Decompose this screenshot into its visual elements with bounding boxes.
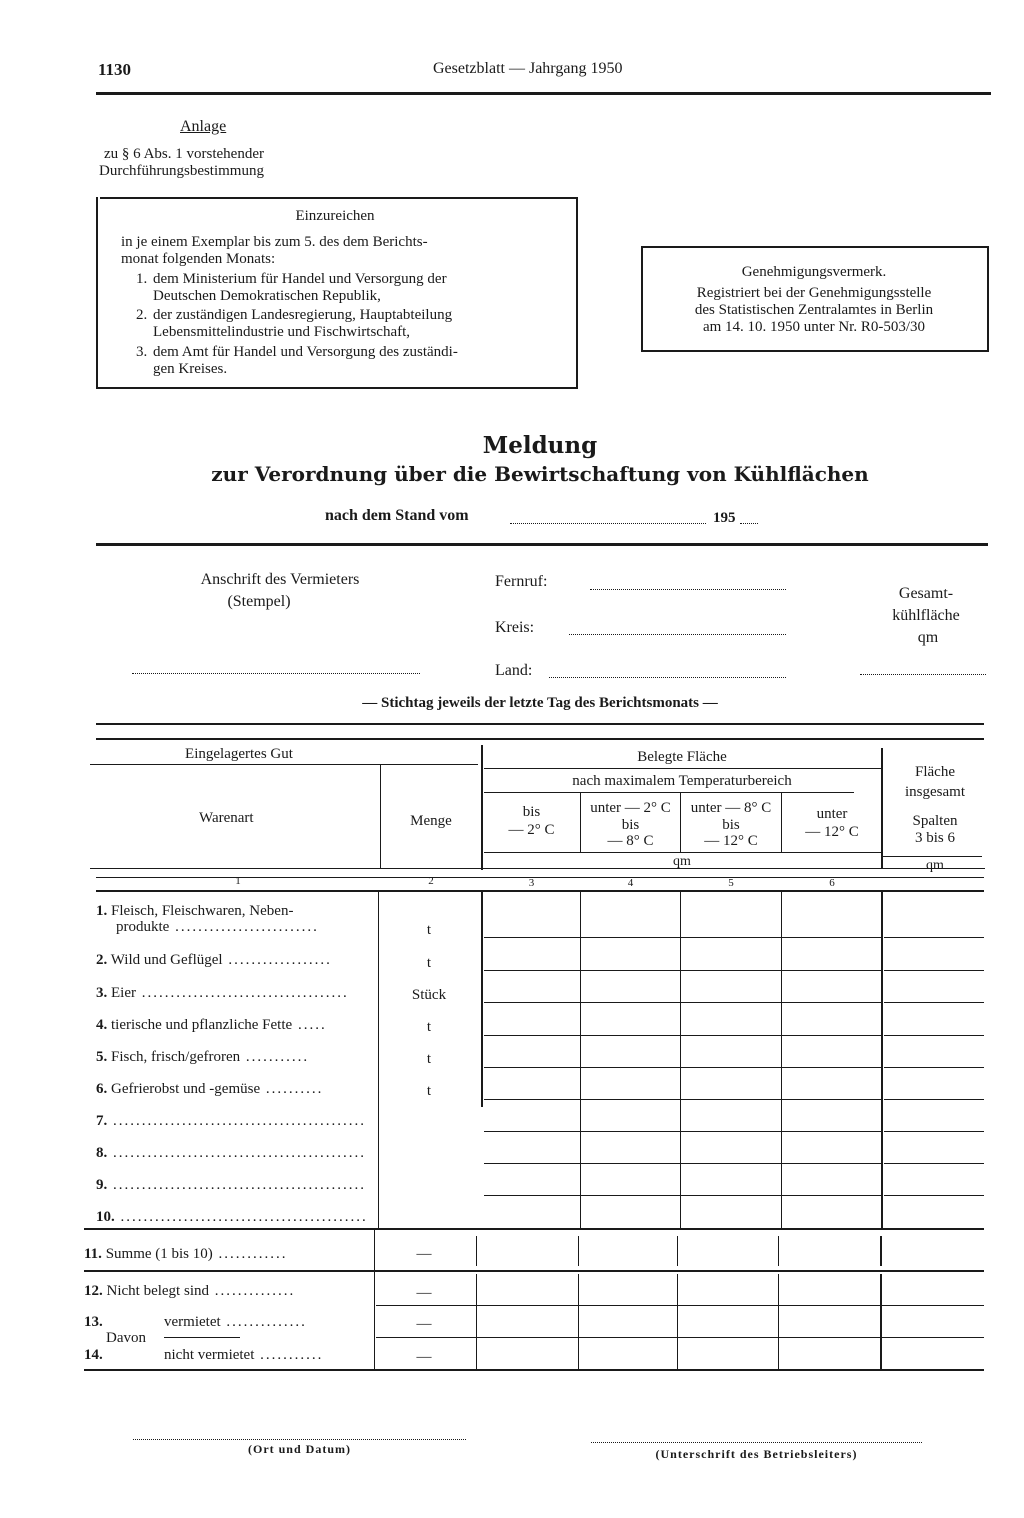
body-v-5b <box>781 1107 782 1228</box>
row2-unit: t <box>426 955 432 971</box>
h-qm-total: qm <box>926 858 944 873</box>
h-warenart: Warenart <box>199 810 254 826</box>
row1-total-line <box>884 937 984 938</box>
fernruf-label: Fernruf: <box>495 573 548 590</box>
einreichen-item2-num: 2. <box>136 307 148 323</box>
stand-date-field[interactable] <box>510 523 706 524</box>
row7-num: 7. <box>96 1113 108 1129</box>
row1-text2: produkte <box>116 919 170 935</box>
summe-top-rule <box>84 1228 984 1230</box>
row3-unit: Stück <box>411 987 447 1003</box>
body-v-2a <box>481 892 483 1107</box>
row1-cell-line <box>484 937 881 938</box>
row4-text: tierische und pflanzliche Fette <box>111 1017 293 1033</box>
h-menge: Menge <box>410 813 452 829</box>
einreichen-item3-num: 3. <box>136 344 148 360</box>
summe-num: 11. <box>84 1246 102 1262</box>
gesamt-field[interactable] <box>860 674 986 675</box>
nach-rule <box>484 792 854 793</box>
row1-label2: produkte ......................... <box>116 919 319 935</box>
h-flaeche-l1: Fläche <box>915 764 955 780</box>
summe-v-5 <box>778 1236 779 1266</box>
body-v-4b <box>680 1107 681 1228</box>
colnum-6: 6 <box>829 877 835 889</box>
unterschrift-field[interactable] <box>591 1442 922 1443</box>
h-flaeche-l3: Spalten <box>912 813 958 829</box>
h-nach: nach maximalem Temperaturbereich <box>572 773 792 789</box>
summe-unit: — <box>416 1246 432 1262</box>
row4-cell-line <box>484 1035 881 1036</box>
row10-label[interactable]: 10. ........................................... <box>96 1209 368 1225</box>
page-number: 1130 <box>98 60 132 79</box>
genehmigung-l2: des Statistischen Zentralamtes in Berlin <box>694 302 934 318</box>
gesamt-l2: kühlfläche <box>892 607 960 624</box>
table-top-rule <box>96 723 984 725</box>
row12-text: Nicht belegt sind <box>106 1283 209 1299</box>
h-c5-l1: unter — 8° C <box>690 800 772 816</box>
fernruf-field[interactable] <box>590 589 786 590</box>
h-c3-l1: bis <box>522 804 541 820</box>
lower-v-4 <box>677 1274 678 1369</box>
row7-cell-line <box>484 1131 881 1132</box>
journal-title: Gesetzblatt — Jahrgang 1950 <box>433 60 623 77</box>
body-v-label <box>378 892 379 1228</box>
colnum-5: 5 <box>728 877 734 889</box>
einreichen-title: Einzureichen <box>295 208 375 224</box>
colnum-4: 4 <box>627 877 634 889</box>
gesamt-qm: qm <box>917 629 939 646</box>
colnum-1: 1 <box>235 875 241 887</box>
row1-unit: t <box>426 922 432 938</box>
lower-v-5 <box>778 1274 779 1369</box>
kreis-field[interactable] <box>569 634 786 635</box>
row3-label: 3. Eier .................................... <box>96 985 349 1001</box>
h-c6-l2: — 12° C <box>805 824 859 840</box>
qm-rule <box>484 852 881 853</box>
einreichen-intro1: in je einem Exemplar bis zum 5. des dem Berichts- <box>121 234 428 250</box>
colnum-2: 2 <box>428 875 434 887</box>
gesamt-l1: Gesamt- <box>898 585 954 602</box>
row9-cell-line <box>484 1195 881 1196</box>
genehmigung-title: Genehmigungsvermerk. <box>741 264 887 280</box>
h-c4-l3: — 8° C <box>607 833 654 849</box>
row4-unit: t <box>426 1019 432 1035</box>
row5-label: 5. Fisch, frisch/gefroren ........... <box>96 1049 310 1065</box>
body-v-6a <box>881 892 883 1228</box>
einreichen-top-rule <box>100 197 577 199</box>
row6-cell-line <box>484 1099 881 1100</box>
summe-text: Summe (1 bis 10) <box>105 1246 213 1262</box>
h-c5-l3: — 12° C <box>704 833 758 849</box>
body-v-3b <box>580 1107 581 1228</box>
row13-num: 13. <box>84 1314 103 1330</box>
row8-total-line <box>884 1163 984 1164</box>
h-c6-l1: unter <box>816 806 848 822</box>
h-flaeche-l2: insgesamt <box>905 784 965 800</box>
row6-label: 6. Gefrierobst und -gemüse .......... <box>96 1081 324 1097</box>
davon-label: Davon <box>106 1330 146 1346</box>
genehmigung-l3: am 14. 10. 1950 unter Nr. R0-503/30 <box>702 319 926 335</box>
row5-num: 5. <box>96 1049 108 1065</box>
lower-v-3 <box>578 1274 579 1369</box>
row2-text: Wild und Geflügel <box>110 952 223 968</box>
land-label: Land: <box>495 662 533 679</box>
row13-num-wrap <box>84 1314 124 1331</box>
row13-label: vermietet .............. <box>164 1314 307 1330</box>
h-belegte: Belegte Fläche <box>637 749 727 765</box>
row2-cell-line <box>484 970 881 971</box>
row6-total-line <box>884 1099 984 1100</box>
row7-total-line <box>884 1131 984 1132</box>
body-v-3a <box>580 892 581 1107</box>
row1-label <box>96 903 376 920</box>
summe-v-2 <box>476 1236 477 1266</box>
h-flaeche-l4: 3 bis 6 <box>914 830 955 846</box>
header-rule <box>96 92 991 95</box>
row12-unit: — <box>416 1285 432 1301</box>
table-bottom-rule <box>84 1369 984 1371</box>
h-eingelagert: Eingelagertes Gut <box>185 746 293 762</box>
row12-num: 12. <box>84 1283 103 1299</box>
summe-label: 11. Summe (1 bis 10) ............ <box>84 1246 288 1262</box>
lower-v-2 <box>476 1274 477 1369</box>
davon-rule <box>164 1337 240 1338</box>
row3-cell-line <box>484 1002 881 1003</box>
einreichen-item2-l2: Lebensmittelindustrie und Fischwirtschaft, <box>153 324 411 340</box>
row9-num: 9. <box>96 1177 108 1193</box>
form-title-verordnung: zur Verordnung über die Bewirtschaftung von Kühlflächen <box>211 462 869 486</box>
row1-text: Fleisch, Fleischwaren, Neben- <box>111 903 294 919</box>
row6-text: Gefrierobst und -gemüse <box>111 1081 261 1097</box>
form-title-meldung: Meldung <box>482 432 598 459</box>
h-c4-l1: unter — 2° C <box>590 800 671 816</box>
einreichen-item3-l1: dem Amt für Handel und Versorgung des zuständi- <box>153 344 458 360</box>
title-rule <box>96 543 988 546</box>
summe-v-3 <box>578 1236 579 1266</box>
h-c4-l2: bis <box>621 817 640 833</box>
row14-unit: — <box>416 1349 432 1365</box>
genehmigung-l1: Registriert bei der Genehmigungsstelle <box>696 285 932 301</box>
vermieter-label: Anschrift des Vermieters <box>200 571 360 588</box>
summe-v-6 <box>880 1236 882 1266</box>
h-c5-l2: bis <box>722 817 740 833</box>
row3-total-line <box>884 1002 984 1003</box>
row5-total-line <box>884 1067 984 1068</box>
vermieter-field[interactable] <box>132 673 420 674</box>
row8-cell-line <box>484 1163 881 1164</box>
einreichen-item3-l2: gen Kreises. <box>153 361 228 377</box>
row4-label: 4. tierische und pflanzliche Fette ..... <box>96 1017 327 1033</box>
anlage-line1: zu § 6 Abs. 1 vorstehender <box>104 146 264 162</box>
row4-total-line <box>884 1035 984 1036</box>
row14-text: nicht vermietet <box>164 1347 255 1363</box>
anlage-title: Anlage <box>180 118 227 135</box>
row13-text: vermietet <box>164 1314 221 1330</box>
row9-label[interactable]: 9. ............................................ <box>96 1177 366 1193</box>
unterschrift-label: (Unterschrift des Betriebsleiters) <box>655 1447 858 1461</box>
qm2-rule <box>882 856 982 857</box>
row5-cell-line <box>484 1067 881 1068</box>
row6-unit: t <box>426 1083 432 1099</box>
row12-label: 12. Nicht belegt sind .............. <box>84 1283 296 1299</box>
body-v-4a <box>680 892 681 1107</box>
body-v-5a <box>781 892 782 1107</box>
colnum-3: 3 <box>528 877 535 889</box>
einreichen-item2-l1: der zuständigen Landesregierung, Hauptabteilung <box>153 307 453 323</box>
kreis-label: Kreis: <box>495 619 535 636</box>
row13-unit: — <box>416 1316 432 1332</box>
einreichen-item1-num: 1. <box>136 271 148 287</box>
table-header-rule <box>96 738 984 740</box>
row12-line <box>376 1305 984 1306</box>
row10-num: 10. <box>96 1209 115 1225</box>
row2-total-line <box>884 970 984 971</box>
row1-num: 1. <box>96 903 108 919</box>
land-field[interactable] <box>549 677 786 678</box>
stand-year-field[interactable] <box>740 523 758 524</box>
h-c3-l2: — 2° C <box>508 822 555 838</box>
row3-num: 3. <box>96 985 108 1001</box>
eingelagert-rule <box>90 764 478 765</box>
einreichen-intro2: monat folgenden Monats: <box>121 251 276 267</box>
summe-v-4 <box>677 1236 678 1266</box>
row5-text: Fisch, frisch/gefroren <box>111 1049 241 1065</box>
lower-v-6 <box>880 1274 882 1369</box>
stichtag-note: — Stichtag jeweils der letzte Tag des Berichtsmonats — <box>362 695 718 711</box>
einreichen-item1-l2: Deutschen Demokratischen Republik, <box>153 288 381 304</box>
row4-num: 4. <box>96 1017 108 1033</box>
row14-num: 14. <box>84 1347 103 1363</box>
einreichen-item1-l1: dem Ministerium für Handel und Versorgung der <box>153 271 447 287</box>
stand-prefix: nach dem Stand vom <box>325 507 469 524</box>
colnum-bottom-rule <box>96 890 984 892</box>
anlage-line2: Durchführungsbestimmung <box>99 163 264 179</box>
summe-v-label <box>374 1230 375 1370</box>
row9-total-line <box>884 1195 984 1196</box>
row7-label[interactable]: 7. ............................................ <box>96 1113 366 1129</box>
belegte-rule <box>484 768 881 769</box>
row5-unit: t <box>426 1051 432 1067</box>
row8-label[interactable]: 8. ............................................ <box>96 1145 366 1161</box>
row13-line <box>376 1337 984 1338</box>
row2-label: 2. Wild und Geflügel .................. <box>96 952 332 968</box>
row14-label: nicht vermietet ........... <box>164 1347 324 1363</box>
row8-num: 8. <box>96 1145 108 1161</box>
row2-num: 2. <box>96 952 108 968</box>
summe-bottom-rule <box>84 1270 984 1272</box>
vermieter-stempel: (Stempel) <box>227 593 291 610</box>
row14-num-wrap <box>84 1347 124 1364</box>
h-qm: qm <box>673 854 691 869</box>
ort-datum-label: (Ort und Datum) <box>247 1442 351 1456</box>
row6-num: 6. <box>96 1081 108 1097</box>
stand-year: 195 <box>713 510 736 526</box>
ort-datum-field[interactable] <box>133 1439 466 1440</box>
row3-text: Eier <box>111 985 136 1001</box>
